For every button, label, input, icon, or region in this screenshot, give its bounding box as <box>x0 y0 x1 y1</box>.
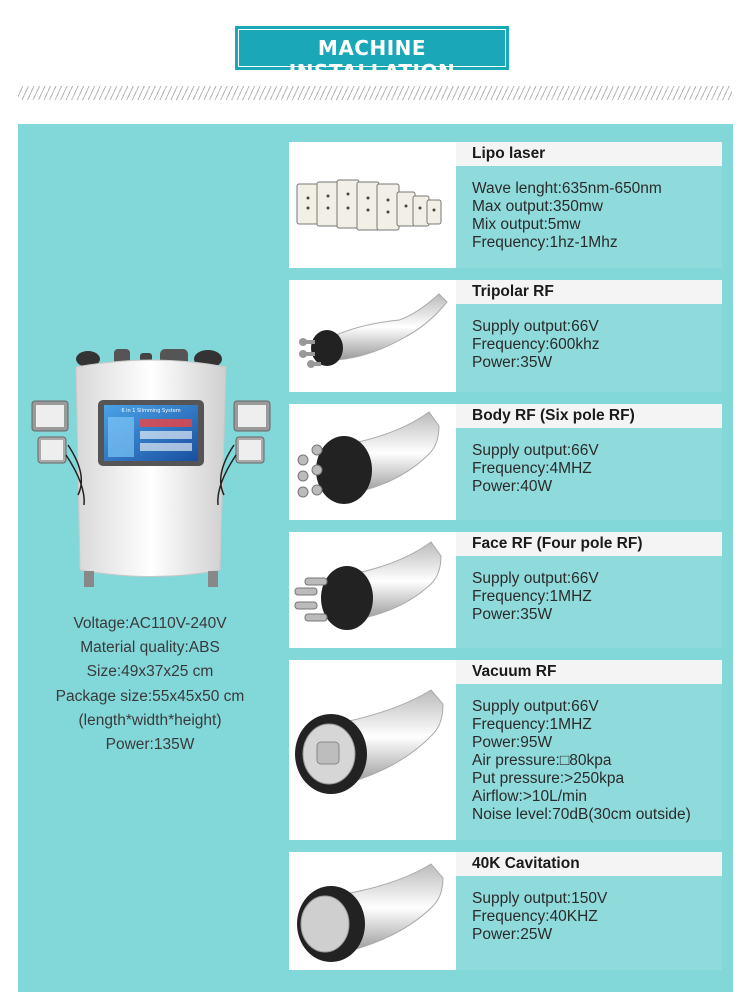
section-header <box>234 25 510 84</box>
cavitation-image <box>289 852 456 970</box>
spec-line: Frequency:600khz <box>472 336 600 353</box>
spec-power: Power:135W <box>105 736 195 754</box>
lipo-pads-left <box>32 401 84 505</box>
spec-size: Size:49x37x25 cm <box>86 663 214 681</box>
spec-line: Airflow:>10L/min <box>472 788 588 805</box>
module-title: Face RF (Four pole RF) <box>456 532 722 556</box>
spec-line: Power:40W <box>472 478 553 495</box>
body-rf-image <box>289 404 456 520</box>
module-card-vacuum-rf <box>289 660 722 840</box>
module-card-tripolar-rf <box>289 280 722 392</box>
spec-line: Max output:350mw <box>472 198 603 215</box>
spec-line: Supply output:66V <box>472 442 599 459</box>
spec-line: Frequency:1MHZ <box>472 716 592 733</box>
hatch-divider <box>18 86 732 100</box>
module-card-face-rf <box>289 532 722 648</box>
module-specs <box>456 684 722 840</box>
spec-line: Supply output:66V <box>472 318 599 335</box>
spec-line: Put pressure:>250kpa <box>472 770 625 787</box>
machine-image <box>28 345 278 595</box>
lipo-laser-image <box>289 142 456 268</box>
module-title: Lipo laser <box>456 142 722 166</box>
module-title: 40K Cavitation <box>456 852 722 876</box>
spec-line: Frequency:1hz-1Mhz <box>472 234 618 251</box>
spec-line: Supply output:150V <box>472 890 608 907</box>
module-title: Body RF (Six pole RF) <box>456 404 722 428</box>
spec-line: Supply output:66V <box>472 698 599 715</box>
module-card-40k-cavitation <box>289 852 722 970</box>
module-card-body-rf <box>289 404 722 520</box>
spec-line: Frequency:1MHZ <box>472 588 592 605</box>
tripolar-rf-image <box>289 280 456 392</box>
spec-line: Power:35W <box>472 354 553 371</box>
spec-line: Frequency:4MHZ <box>472 460 592 477</box>
spec-material: Material quality:ABS <box>80 639 220 657</box>
screen-text: 6 in 1 Slimming System <box>121 408 181 414</box>
vacuum-rf-image <box>289 660 456 840</box>
spec-line: Air pressure:□80kpa <box>472 752 612 769</box>
lipo-pads-right <box>218 401 270 505</box>
module-title: Vacuum RF <box>456 660 722 684</box>
spec-line: Wave lenght:635nm-650nm <box>472 180 662 197</box>
spec-line: Mix output:5mw <box>472 216 581 233</box>
spec-dimensions-note: (length*width*height) <box>78 711 222 729</box>
module-card-lipo-laser <box>289 142 722 268</box>
spec-line: Frequency:40KHZ <box>472 908 598 925</box>
header-title: MACHINE INSTALLATION <box>288 36 456 84</box>
spec-line: Supply output:66V <box>472 570 599 587</box>
module-specs <box>456 556 722 648</box>
module-title: Tripolar RF <box>456 280 722 304</box>
spec-line: Power:35W <box>472 606 553 623</box>
spec-line: Power:25W <box>472 926 553 943</box>
machine-specs <box>30 612 270 757</box>
module-specs <box>456 304 722 392</box>
spec-voltage: Voltage:AC110V-240V <box>73 615 227 632</box>
spec-package-size: Package size:55x45x50 cm <box>55 687 245 705</box>
spec-line: Power:95W <box>472 734 553 751</box>
module-specs <box>456 166 722 268</box>
face-rf-image <box>289 532 456 648</box>
spec-line: Noise level:70dB(30cm outside) <box>472 806 691 823</box>
module-specs <box>456 876 722 970</box>
module-specs <box>456 428 722 520</box>
